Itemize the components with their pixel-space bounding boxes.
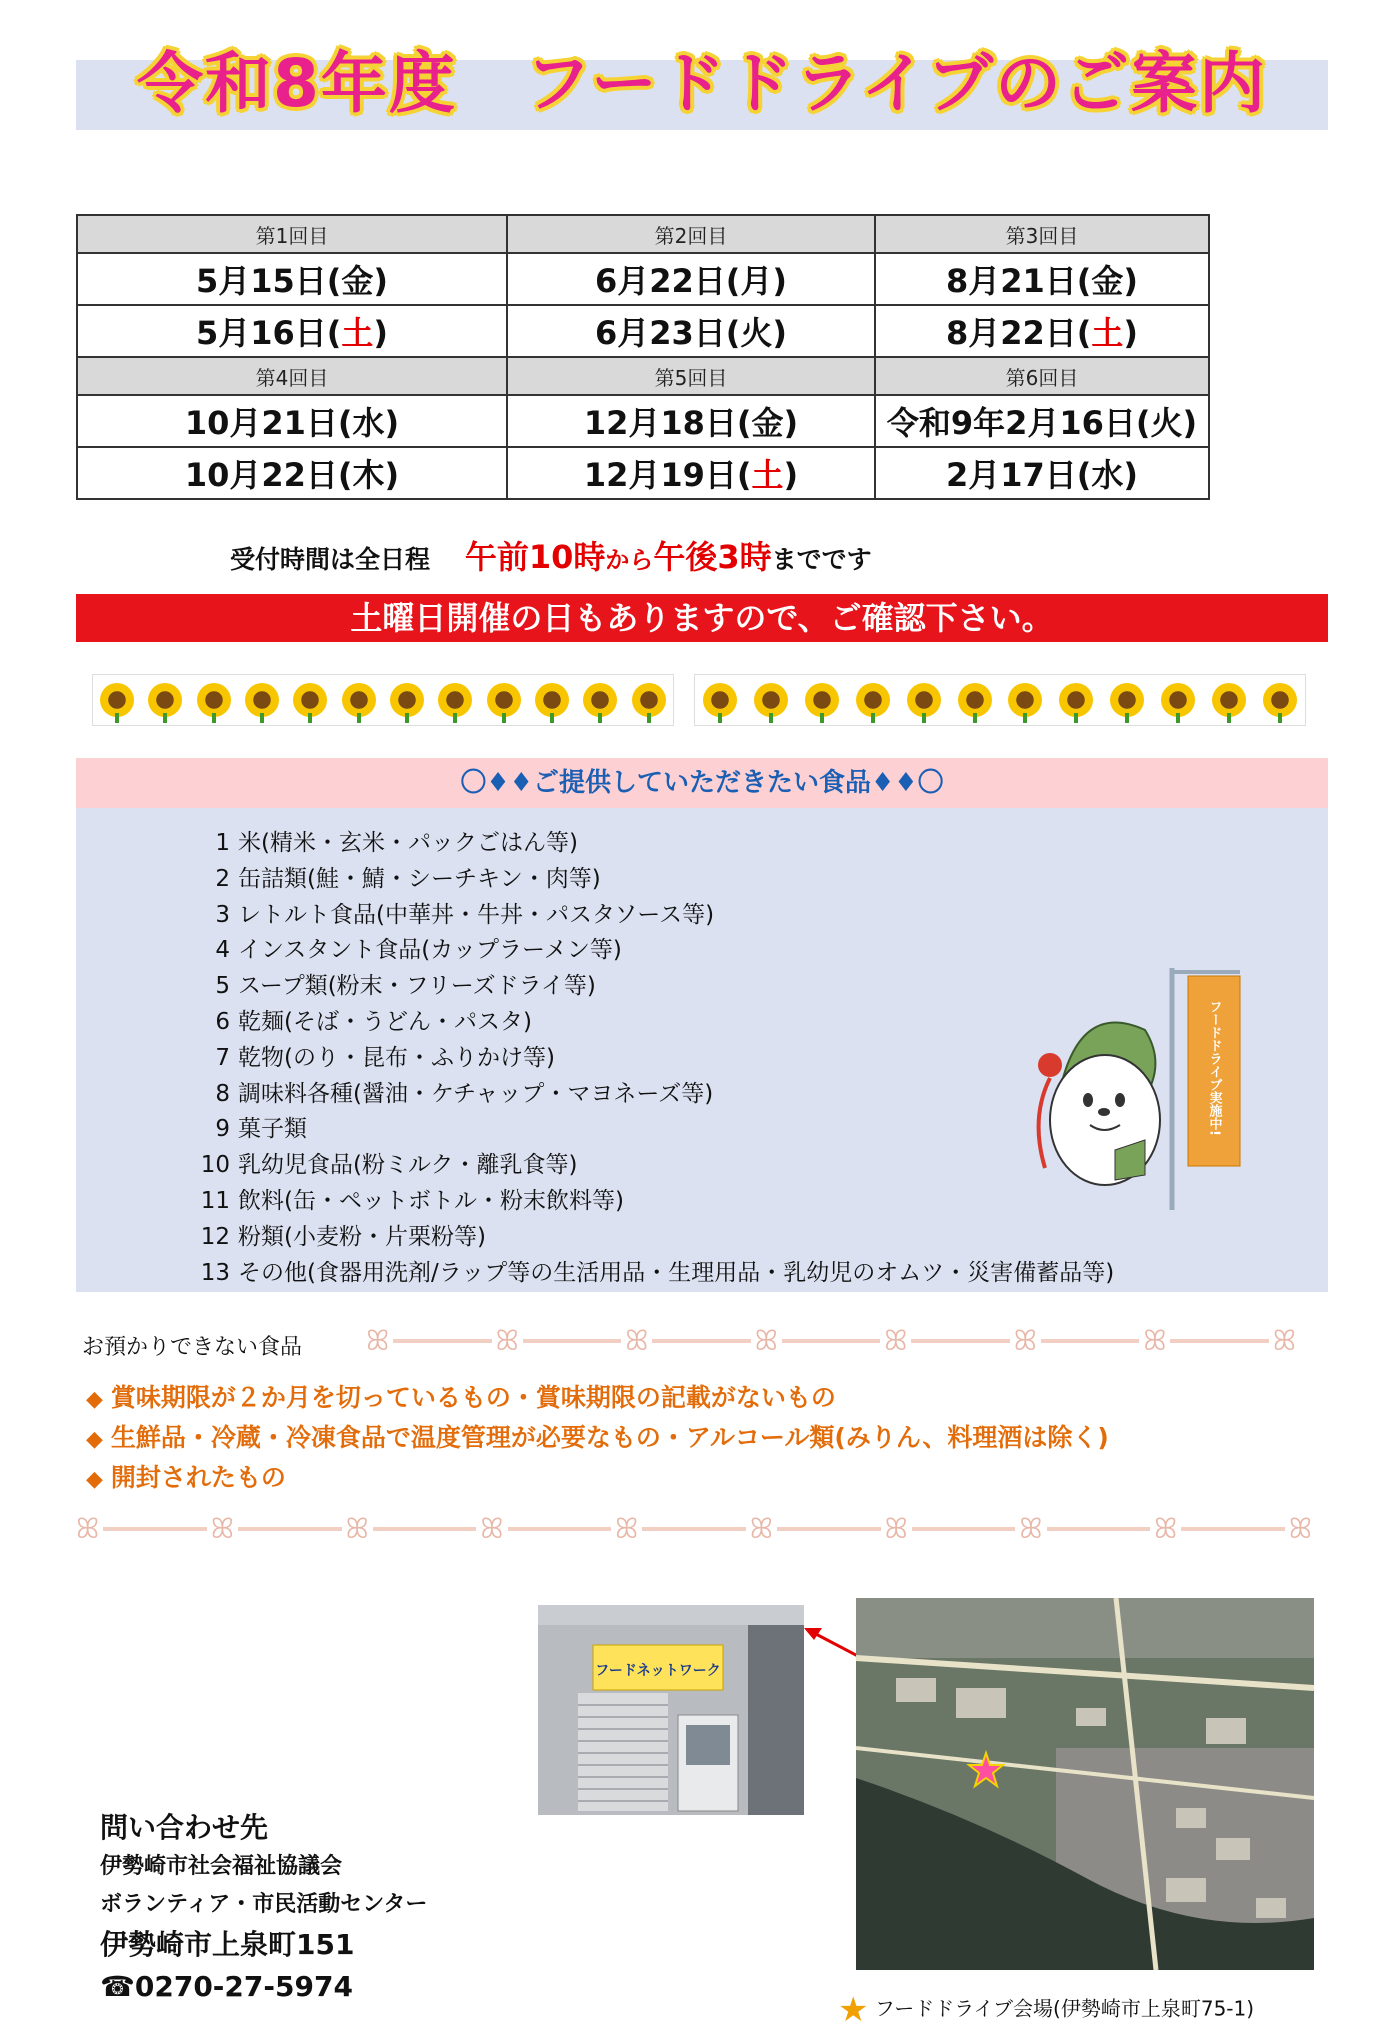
schedule-paren: ) [373,262,389,300]
schedule-date [507,253,875,305]
food-item-number: 9 [215,1116,230,1143]
reception-prefix: 受付時間は全日程 [230,545,431,574]
sunflower-icon [293,683,327,717]
schedule-round-header: 第6回目 [875,357,1209,395]
bow-icon: ꕤ [1288,1512,1313,1545]
sunflower-icon [245,683,279,717]
food-item [200,1220,1114,1256]
food-section-heading: 〇♦♦ご提供していただきたい食品♦♦〇 [76,758,1328,808]
food-item-text: 米(精米・玄米・パックごはん等) [238,830,578,856]
sunflower-icon [100,683,134,717]
mascot-banner-text: フードドライブ実施中! [1206,1000,1222,1136]
sunflower-icon [197,683,231,717]
schedule-date-text: 令和9年2月16日( [886,404,1151,442]
food-item-text: 粉類(小麦粉・片栗粉等) [238,1223,486,1250]
food-item [200,1148,1114,1184]
food-item-number: 8 [215,1080,230,1107]
food-item-number: 6 [215,1008,230,1035]
food-item [200,898,1114,934]
ribbon-divider-top [366,1322,1296,1360]
food-item-number: 1 [215,830,230,856]
food-item [200,1077,1114,1113]
bow-icon: ꕤ [480,1512,504,1545]
bow-icon: ꕤ [1154,1512,1178,1545]
food-item-text: インスタント食品(カップラーメン等) [238,937,622,964]
food-item-text: 調味料各種(醤油・ケチャップ・マヨネーズ等) [238,1080,714,1107]
food-item-text: 乾麺(そば・うどん・パスタ) [238,1008,532,1035]
diamond-icon: ◆ [86,1427,103,1452]
schedule-round-header: 第2回目 [507,215,875,253]
sunflower-icon [632,683,666,717]
storefront-photo [538,1605,804,1815]
sunflower-icon [1161,683,1195,717]
food-item [200,933,1114,969]
storefront-sign-text: フードネットワーク [595,1663,721,1679]
sunflower-icon [754,683,788,717]
food-item-number: 7 [215,1044,230,1071]
mascot-illustration [1020,960,1260,1220]
schedule-paren: ) [384,456,400,494]
sunflower-icon [1212,683,1246,717]
schedule-date [875,305,1209,357]
schedule-paren: ) [1123,314,1139,352]
schedule-date-text: 2月17日( [945,456,1092,494]
venue-caption-text: フードドライブ会場(伊勢崎市上泉町75-1) [874,1996,1255,2021]
food-item [200,862,1114,898]
food-item [200,1112,1114,1148]
sunflower-icon [703,683,737,717]
schedule-paren: ) [384,404,400,442]
sunflower-icon [1263,683,1297,717]
food-item [200,1005,1114,1041]
schedule-weekday: 月 [740,262,773,300]
schedule-date [507,305,875,357]
schedule-weekday: 水 [1091,456,1124,494]
schedule-weekday: 水 [352,404,385,442]
bow-icon: ꕤ [749,1512,774,1545]
schedule-date-text: 6月22日( [594,262,741,300]
schedule-paren: ) [772,314,788,352]
schedule-date-text: 5月15日( [195,262,342,300]
schedule-date-text: 12月18日( [583,404,752,442]
food-item [200,1041,1114,1077]
schedule-round-header: 第3回目 [875,215,1209,253]
sunflower-icon [1110,683,1144,717]
venue-caption [838,1990,1254,2030]
contact-block [100,1808,427,2008]
schedule-weekday: 金 [751,404,784,442]
food-item [200,1184,1114,1220]
food-item [200,1256,1114,1292]
schedule-weekday: 金 [1091,262,1124,300]
bow-icon: ꕤ [884,1324,908,1357]
contact-org2: ボランティア・市民活動センター [100,1892,428,1917]
schedule-date [875,395,1209,447]
schedule-paren: ) [1123,262,1139,300]
food-item-text: 乳幼児食品(粉ミルク・離乳食等) [238,1152,578,1179]
bow-icon: ꕤ [754,1324,778,1357]
food-item-text: 飲料(缶・ペットボトル・粉末飲料等) [238,1187,624,1214]
schedule-paren: ) [1123,456,1139,494]
ribbon-divider-bottom [76,1510,1312,1548]
sunflower-icon [583,683,617,717]
sunflower-icon [1008,683,1042,717]
bow-icon: ꕤ [495,1324,519,1357]
reception-from: から [605,546,654,574]
sunflower-icon [487,683,521,717]
food-item-number: 5 [215,973,230,1000]
schedule-paren: ) [373,314,389,352]
sunflower-icon [438,683,472,717]
schedule-date [507,395,875,447]
reception-suffix: までです [771,545,872,574]
sunflower-strip-right [694,674,1306,726]
sunflower-icon [342,683,376,717]
schedule-weekday: 金 [341,262,374,300]
schedule-round-header: 第4回目 [77,357,507,395]
saturday-notice: 土曜日開催の日もありますので、ご確認下さい。 [76,594,1328,642]
diamond-icon: ◆ [86,1387,103,1412]
schedule-date-text: 12月19日( [583,456,752,494]
food-item-text: 缶詰類(鮭・鯖・シーチキン・肉等) [238,865,601,892]
food-item [200,969,1114,1005]
reception-start: 午前10時 [464,538,606,576]
page-title: 令和8年度 フードドライブのご案内 [137,45,1267,122]
schedule-date [507,447,875,499]
food-item-number: 13 [200,1259,230,1286]
schedule-date [77,395,507,447]
schedule-paren: ) [1182,404,1198,442]
sunflower-icon [856,683,890,717]
food-list [200,826,1114,1291]
diamond-icon: ◆ [86,1467,103,1492]
contact-heading: 問い合わせ先 [100,1811,269,1844]
schedule-date [875,253,1209,305]
bow-icon: ꕤ [615,1512,639,1545]
food-item-number: 4 [215,937,230,964]
schedule-paren: ) [783,404,799,442]
food-item-text: レトルト食品(中華丼・牛丼・パスタソース等) [238,901,715,928]
schedule-weekday: 火 [740,314,773,352]
schedule-paren: ) [772,262,788,300]
sunflower-icon [390,683,424,717]
schedule-round-header: 第1回目 [77,215,507,253]
schedule-weekday: 土 [751,456,784,494]
cannot-accept-item [86,1458,1109,1498]
bow-icon: ꕤ [1143,1324,1167,1357]
schedule-weekday: 土 [1091,314,1124,352]
schedule-weekday: 土 [341,314,374,352]
bow-icon: ꕤ [1019,1512,1043,1545]
cannot-accept-item [86,1378,1109,1418]
schedule-date-text: 8月21日( [945,262,1092,300]
schedule-date [77,447,507,499]
schedule-weekday: 火 [1150,404,1183,442]
location-map [856,1598,1314,1970]
bow-icon: ꕤ [625,1324,649,1357]
schedule-date [77,253,507,305]
cannot-accept-text: 生鮮品・冷蔵・冷凍食品で温度管理が必要なもの・アルコール類(みりん、料理酒は除く) [110,1423,1109,1452]
bow-icon: ꕤ [76,1512,100,1545]
bow-icon: ꕤ [345,1512,369,1545]
schedule-date-text: 8月22日( [945,314,1092,352]
schedule-date [77,305,507,357]
reception-time [230,532,872,578]
sunflower-icon [148,683,182,717]
reception-end: 午後3時 [653,538,772,576]
bow-icon: ꕤ [366,1324,390,1357]
sunflower-icon [805,683,839,717]
schedule-date-text: 5月16日( [195,314,342,352]
schedule-table [76,214,1210,500]
sunflower-strip-left [92,674,674,726]
food-item-text: その他(食器用洗剤/ラップ等の生活用品・生理用品・乳幼児のオムツ・災害備蓄品等) [238,1259,1115,1286]
food-item-number: 3 [215,901,230,928]
schedule-round-header: 第5回目 [507,357,875,395]
cannot-accept-text: 開封されたもの [110,1463,286,1492]
contact-phone: ☎0270-27-5974 [100,1970,353,2003]
schedule-date [875,447,1209,499]
food-item-number: 12 [200,1223,230,1250]
schedule-date-text: 6月23日( [594,314,741,352]
bow-icon: ꕤ [1013,1324,1037,1357]
food-item-number: 10 [200,1152,230,1179]
sunflower-icon [535,683,569,717]
sunflower-icon [907,683,941,717]
sunflower-icon [1059,683,1093,717]
star-icon: ★ [838,1990,869,2030]
contact-org1: 伊勢崎市社会福祉協議会 [100,1854,343,1879]
food-item-number: 2 [215,865,230,892]
food-item-text: 乾物(のり・昆布・ふりかけ等) [238,1044,555,1071]
schedule-weekday: 木 [352,456,385,494]
bow-icon: ꕤ [884,1512,908,1545]
cannot-accept-text: 賞味期限が２か月を切っているもの・賞味期限の記載がないもの [110,1383,836,1412]
cannot-accept-title: お預かりできない食品 [82,1335,303,1360]
schedule-date-text: 10月22日( [184,456,353,494]
food-item-text: 菓子類 [238,1116,307,1143]
food-item-text: スープ類(粉末・フリーズドライ等) [238,973,596,1000]
cannot-accept-list [86,1378,1109,1498]
food-item-number: 11 [200,1187,230,1214]
cannot-accept-item [86,1418,1109,1458]
food-item [200,826,1114,862]
schedule-date-text: 10月21日( [184,404,353,442]
sunflower-icon [958,683,992,717]
contact-address: 伊勢崎市上泉町151 [100,1928,355,1961]
bow-icon: ꕤ [1272,1324,1297,1357]
schedule-paren: ) [783,456,799,494]
bow-icon: ꕤ [210,1512,235,1545]
